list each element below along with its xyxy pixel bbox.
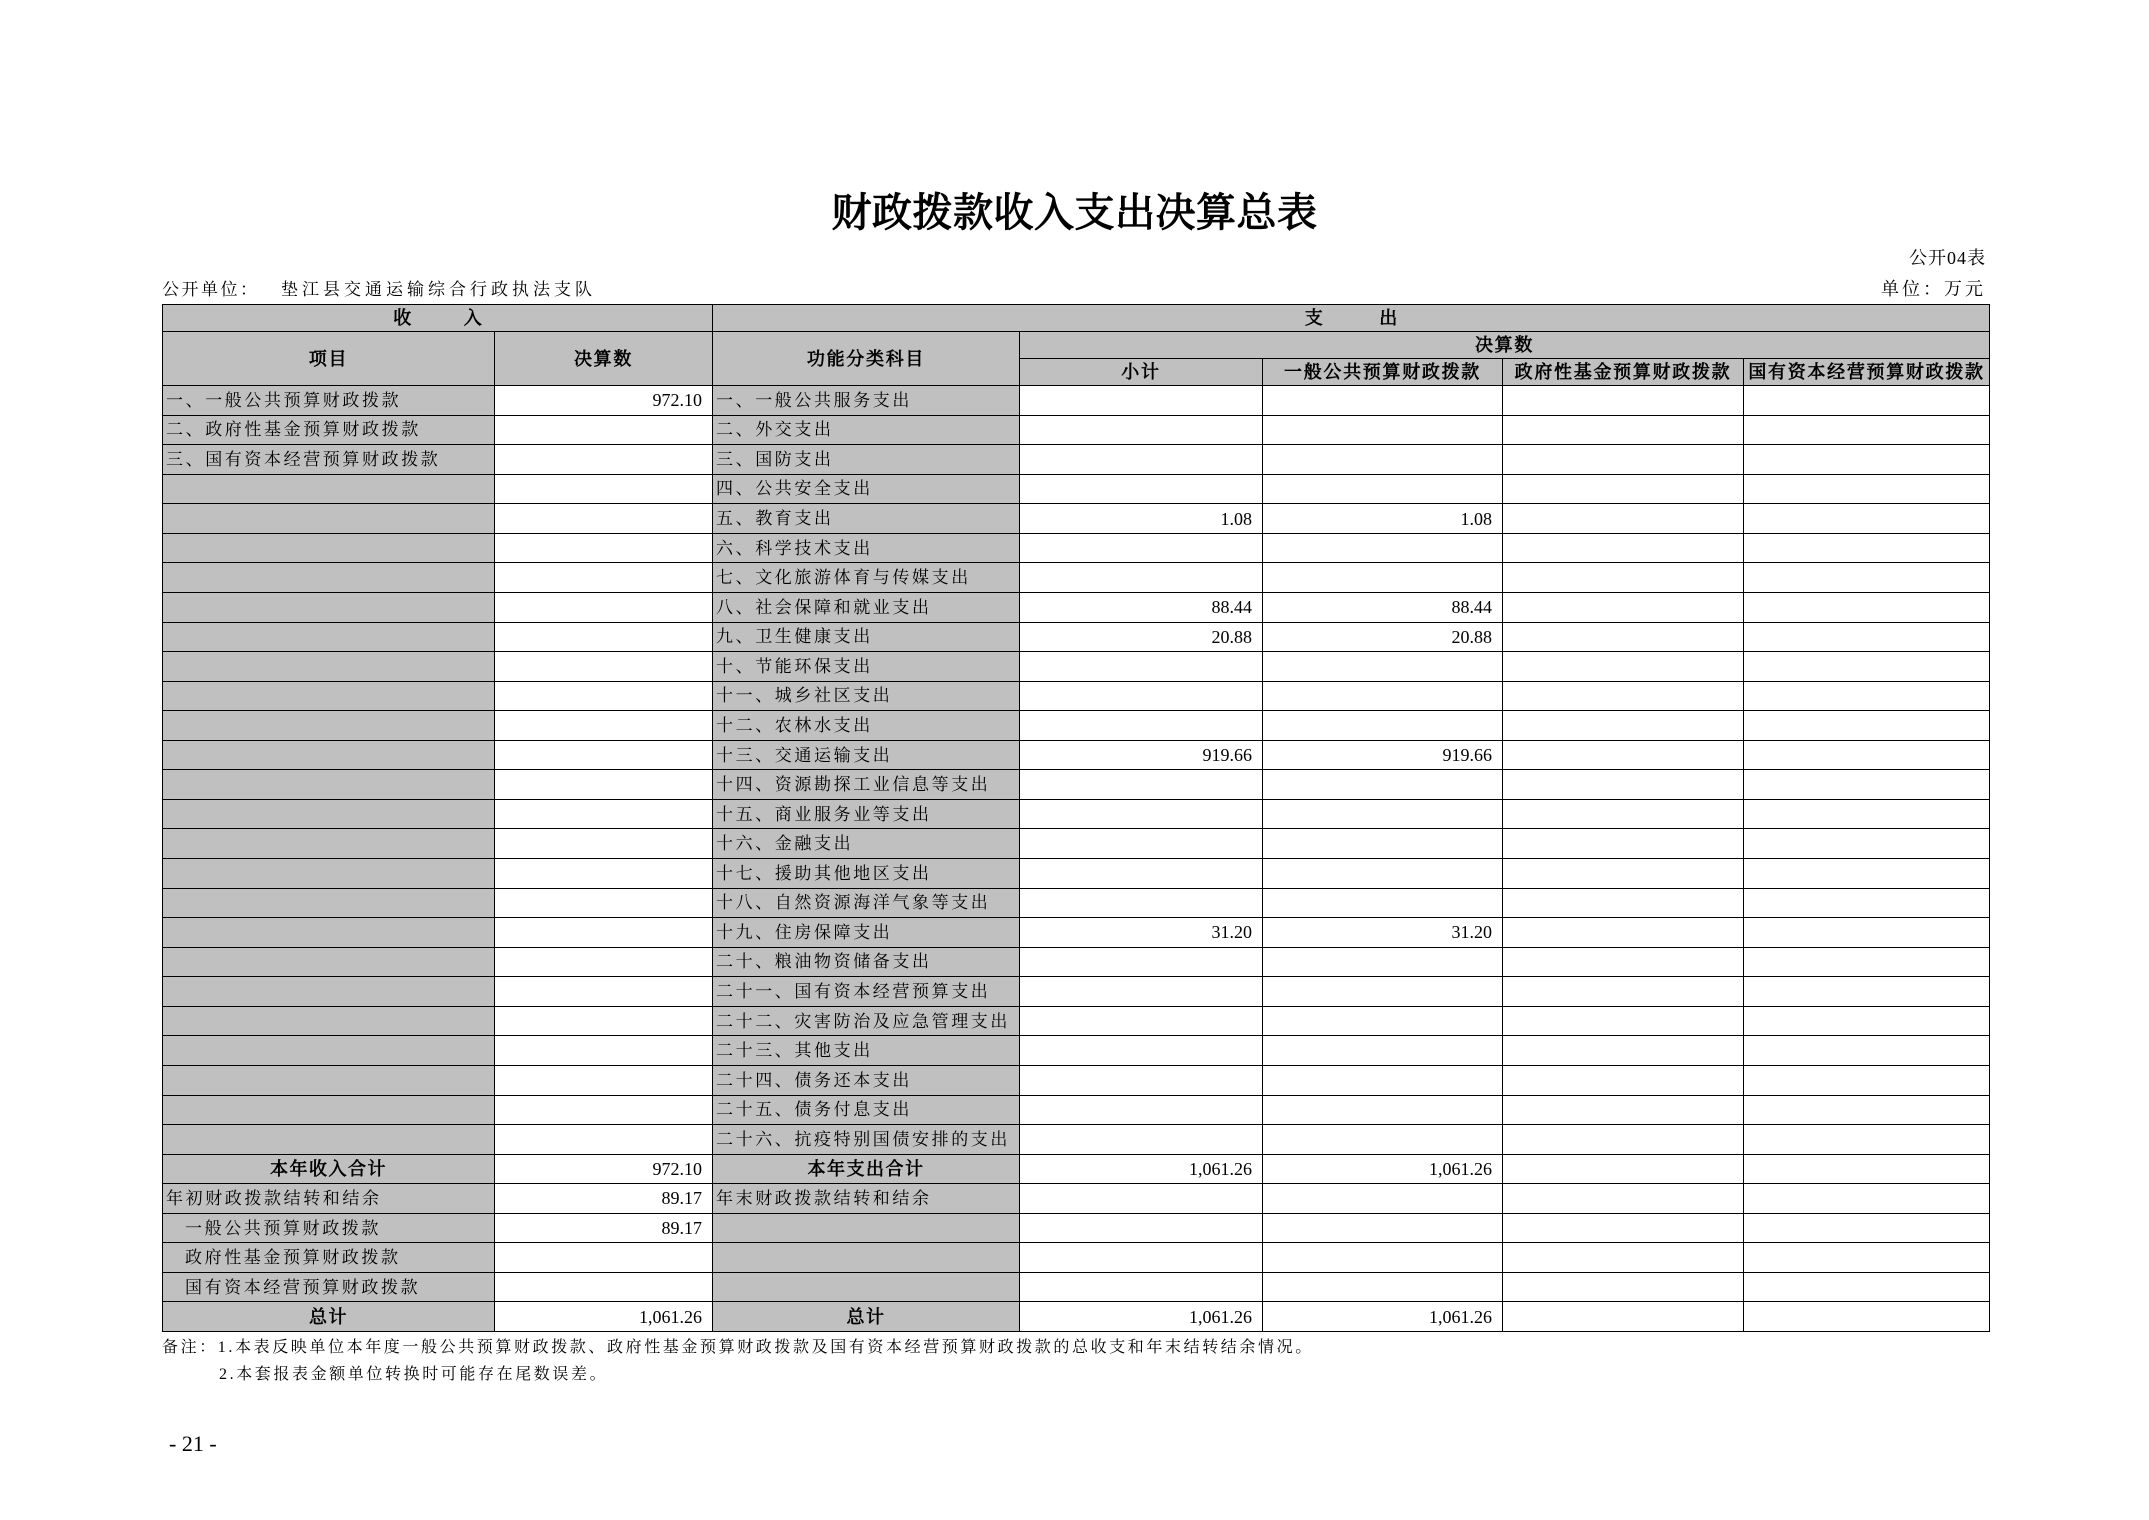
fund-budget-cell bbox=[1503, 918, 1744, 948]
table-row bbox=[163, 1095, 1990, 1125]
expense-item-cell: 二十二、灾害防治及应急管理支出 bbox=[713, 1006, 1020, 1036]
general-budget-cell: 1,061.26 bbox=[1263, 1302, 1503, 1332]
income-amount-cell: 89.17 bbox=[495, 1184, 713, 1214]
state-capital-cell bbox=[1744, 1095, 1990, 1125]
table-row bbox=[163, 947, 1990, 977]
final-accounts-table bbox=[162, 304, 1990, 1332]
income-amount-cell bbox=[495, 947, 713, 977]
income-item-cell: 三、国有资本经营预算财政拨款 bbox=[163, 445, 495, 475]
general-budget-cell bbox=[1263, 1184, 1503, 1214]
income-item-cell bbox=[163, 1036, 495, 1066]
header-subtotal: 小计 bbox=[1020, 359, 1263, 386]
expense-item-cell: 二十五、债务付息支出 bbox=[713, 1095, 1020, 1125]
income-item-cell bbox=[163, 533, 495, 563]
income-amount-cell bbox=[495, 504, 713, 534]
income-amount-cell: 972.10 bbox=[495, 386, 713, 416]
subtotal-cell: 919.66 bbox=[1020, 740, 1263, 770]
income-item-cell: 一、一般公共预算财政拨款 bbox=[163, 386, 495, 416]
fund-budget-cell bbox=[1503, 504, 1744, 534]
fund-budget-cell bbox=[1503, 1125, 1744, 1155]
state-capital-cell bbox=[1744, 415, 1990, 445]
fund-budget-cell bbox=[1503, 740, 1744, 770]
state-capital-cell bbox=[1744, 504, 1990, 534]
reporting-unit-name: 垫江县交通运输综合行政执法支队 bbox=[281, 280, 596, 299]
expense-item-cell: 十八、自然资源海洋气象等支出 bbox=[713, 888, 1020, 918]
general-budget-cell bbox=[1263, 563, 1503, 593]
income-amount-cell bbox=[495, 681, 713, 711]
general-budget-cell bbox=[1263, 799, 1503, 829]
income-amount-cell bbox=[495, 829, 713, 859]
subtotal-cell bbox=[1020, 1006, 1263, 1036]
state-capital-cell bbox=[1744, 563, 1990, 593]
income-amount-cell bbox=[495, 859, 713, 889]
state-capital-cell bbox=[1744, 1006, 1990, 1036]
income-item-cell bbox=[163, 770, 495, 800]
state-capital-cell bbox=[1744, 859, 1990, 889]
general-budget-cell bbox=[1263, 1006, 1503, 1036]
fund-budget-cell bbox=[1503, 1213, 1744, 1243]
subtotal-cell: 20.88 bbox=[1020, 622, 1263, 652]
fund-budget-cell bbox=[1503, 563, 1744, 593]
state-capital-cell bbox=[1744, 711, 1990, 741]
state-capital-cell bbox=[1744, 1302, 1990, 1332]
income-amount-cell bbox=[495, 740, 713, 770]
header-income-amount: 决算数 bbox=[495, 332, 713, 386]
general-budget-cell: 88.44 bbox=[1263, 592, 1503, 622]
income-item-cell bbox=[163, 918, 495, 948]
subtotal-cell bbox=[1020, 711, 1263, 741]
fund-budget-cell bbox=[1503, 711, 1744, 741]
subtotal-cell bbox=[1020, 1065, 1263, 1095]
fund-budget-cell bbox=[1503, 977, 1744, 1007]
expense-item-cell: 一、一般公共服务支出 bbox=[713, 386, 1020, 416]
income-item-cell bbox=[163, 504, 495, 534]
state-capital-cell bbox=[1744, 740, 1990, 770]
general-budget-cell bbox=[1263, 533, 1503, 563]
header-row bbox=[163, 305, 1990, 332]
income-item-cell bbox=[163, 1095, 495, 1125]
state-capital-cell bbox=[1744, 770, 1990, 800]
income-amount-cell bbox=[495, 1125, 713, 1155]
expense-item-cell: 本年支出合计 bbox=[713, 1154, 1020, 1184]
income-item-cell: 国有资本经营预算财政拨款 bbox=[163, 1272, 495, 1302]
income-amount-cell bbox=[495, 711, 713, 741]
table-row bbox=[163, 681, 1990, 711]
state-capital-cell bbox=[1744, 681, 1990, 711]
state-capital-cell bbox=[1744, 829, 1990, 859]
income-item-cell bbox=[163, 622, 495, 652]
table-row bbox=[163, 711, 1990, 741]
subtotal-cell: 1.08 bbox=[1020, 504, 1263, 534]
expense-item-cell: 二十六、抗疫特别国债安排的支出 bbox=[713, 1125, 1020, 1155]
income-item-cell: 本年收入合计 bbox=[163, 1154, 495, 1184]
state-capital-cell bbox=[1744, 1036, 1990, 1066]
subtotal-cell bbox=[1020, 1243, 1263, 1273]
income-amount-cell bbox=[495, 1272, 713, 1302]
general-budget-cell bbox=[1263, 977, 1503, 1007]
header-final-amount-group: 决算数 bbox=[1020, 332, 1990, 359]
subtotal-cell bbox=[1020, 829, 1263, 859]
subtotal-cell bbox=[1020, 445, 1263, 475]
general-budget-cell: 20.88 bbox=[1263, 622, 1503, 652]
income-amount-cell: 1,061.26 bbox=[495, 1302, 713, 1332]
subtotal-cell bbox=[1020, 681, 1263, 711]
income-amount-cell bbox=[495, 622, 713, 652]
table-row bbox=[163, 1036, 1990, 1066]
state-capital-cell bbox=[1744, 1213, 1990, 1243]
subtotal-cell bbox=[1020, 1184, 1263, 1214]
fund-budget-cell bbox=[1503, 1302, 1744, 1332]
income-amount-cell bbox=[495, 1006, 713, 1036]
income-item-cell: 总计 bbox=[163, 1302, 495, 1332]
income-amount-cell: 972.10 bbox=[495, 1154, 713, 1184]
income-item-cell bbox=[163, 977, 495, 1007]
subtotal-cell bbox=[1020, 859, 1263, 889]
fund-budget-cell bbox=[1503, 859, 1744, 889]
general-budget-cell bbox=[1263, 1036, 1503, 1066]
expense-item-cell: 十九、住房保障支出 bbox=[713, 918, 1020, 948]
subtotal-cell bbox=[1020, 652, 1263, 682]
expense-item-cell: 三、国防支出 bbox=[713, 445, 1020, 475]
fund-budget-cell bbox=[1503, 415, 1744, 445]
general-budget-cell bbox=[1263, 445, 1503, 475]
expense-item-cell: 七、文化旅游体育与传媒支出 bbox=[713, 563, 1020, 593]
expense-item-cell bbox=[713, 1243, 1020, 1273]
expense-item-cell: 十二、农林水支出 bbox=[713, 711, 1020, 741]
income-amount-cell bbox=[495, 918, 713, 948]
header-function-category: 功能分类科目 bbox=[713, 332, 1020, 386]
expense-item-cell: 十一、城乡社区支出 bbox=[713, 681, 1020, 711]
table-row bbox=[163, 474, 1990, 504]
state-capital-cell bbox=[1744, 1184, 1990, 1214]
subtotal-cell bbox=[1020, 533, 1263, 563]
expense-item-cell: 六、科学技术支出 bbox=[713, 533, 1020, 563]
subtotal-cell bbox=[1020, 1272, 1263, 1302]
general-budget-cell bbox=[1263, 711, 1503, 741]
fund-budget-cell bbox=[1503, 1154, 1744, 1184]
fund-budget-cell bbox=[1503, 1272, 1744, 1302]
expense-item-cell: 十六、金融支出 bbox=[713, 829, 1020, 859]
general-budget-cell bbox=[1263, 386, 1503, 416]
fund-budget-cell bbox=[1503, 386, 1744, 416]
income-item-cell bbox=[163, 947, 495, 977]
income-item-cell bbox=[163, 1065, 495, 1095]
income-amount-cell bbox=[495, 415, 713, 445]
income-item-cell: 年初财政拨款结转和结余 bbox=[163, 1184, 495, 1214]
header-item: 项目 bbox=[163, 332, 495, 386]
general-budget-cell bbox=[1263, 1125, 1503, 1155]
state-capital-cell bbox=[1744, 918, 1990, 948]
expense-item-cell: 二、外交支出 bbox=[713, 415, 1020, 445]
fund-budget-cell bbox=[1503, 681, 1744, 711]
subtotal-cell: 1,061.26 bbox=[1020, 1154, 1263, 1184]
header-row bbox=[163, 332, 1990, 359]
expense-item-cell: 四、公共安全支出 bbox=[713, 474, 1020, 504]
general-budget-cell bbox=[1263, 652, 1503, 682]
fund-budget-cell bbox=[1503, 947, 1744, 977]
form-number: 公开04表 bbox=[1909, 248, 1986, 268]
table-row bbox=[163, 740, 1990, 770]
table-row bbox=[163, 888, 1990, 918]
fund-budget-cell bbox=[1503, 1065, 1744, 1095]
state-capital-cell bbox=[1744, 1125, 1990, 1155]
expense-item-cell: 五、教育支出 bbox=[713, 504, 1020, 534]
fund-budget-cell bbox=[1503, 829, 1744, 859]
state-capital-cell bbox=[1744, 799, 1990, 829]
expense-item-cell: 二十、粮油物资储备支出 bbox=[713, 947, 1020, 977]
subtotal-cell bbox=[1020, 1125, 1263, 1155]
fund-budget-cell bbox=[1503, 1095, 1744, 1125]
note-line: 2.本套报表金额单位转换时可能存在尾数误差。 bbox=[219, 1366, 609, 1383]
general-budget-cell: 31.20 bbox=[1263, 918, 1503, 948]
state-capital-cell bbox=[1744, 386, 1990, 416]
subtotal-cell: 31.20 bbox=[1020, 918, 1263, 948]
table-row bbox=[163, 799, 1990, 829]
income-amount-cell bbox=[495, 1065, 713, 1095]
table-row bbox=[163, 977, 1990, 1007]
income-amount-cell bbox=[495, 592, 713, 622]
note-line: 备注：1.本表反映单位本年度一般公共预算财政拨款、政府性基金预算财政拨款及国有资本经营预算财政拨款的总收支和年末结转结余情况。 bbox=[162, 1339, 1314, 1356]
fund-budget-cell bbox=[1503, 770, 1744, 800]
table-row bbox=[163, 533, 1990, 563]
general-budget-cell bbox=[1263, 947, 1503, 977]
summary-row bbox=[163, 1154, 1990, 1184]
general-budget-cell: 1,061.26 bbox=[1263, 1154, 1503, 1184]
expense-item-cell bbox=[713, 1213, 1020, 1243]
income-amount-cell bbox=[495, 652, 713, 682]
fund-budget-cell bbox=[1503, 1243, 1744, 1273]
table-row bbox=[163, 1065, 1990, 1095]
income-amount-cell bbox=[495, 1243, 713, 1273]
general-budget-cell: 1.08 bbox=[1263, 504, 1503, 534]
fund-budget-cell bbox=[1503, 1184, 1744, 1214]
income-amount-cell bbox=[495, 977, 713, 1007]
general-budget-cell bbox=[1263, 1095, 1503, 1125]
general-budget-cell bbox=[1263, 474, 1503, 504]
subtotal-cell bbox=[1020, 563, 1263, 593]
table-row bbox=[163, 592, 1990, 622]
income-item-cell bbox=[163, 799, 495, 829]
header-fund-budget: 政府性基金预算财政拨款 bbox=[1503, 359, 1744, 386]
income-item-cell bbox=[163, 592, 495, 622]
fund-budget-cell bbox=[1503, 799, 1744, 829]
general-budget-cell bbox=[1263, 415, 1503, 445]
state-capital-cell bbox=[1744, 622, 1990, 652]
expense-item-cell bbox=[713, 1272, 1020, 1302]
subtotal-cell bbox=[1020, 1213, 1263, 1243]
income-amount-cell bbox=[495, 799, 713, 829]
income-amount-cell bbox=[495, 770, 713, 800]
page-number: - 21 - bbox=[169, 1431, 217, 1456]
general-budget-cell: 919.66 bbox=[1263, 740, 1503, 770]
table-row bbox=[163, 829, 1990, 859]
table-row bbox=[163, 652, 1990, 682]
state-capital-cell bbox=[1744, 1154, 1990, 1184]
expense-item-cell: 二十三、其他支出 bbox=[713, 1036, 1020, 1066]
fund-budget-cell bbox=[1503, 652, 1744, 682]
income-amount-cell bbox=[495, 1036, 713, 1066]
income-amount-cell: 89.17 bbox=[495, 1213, 713, 1243]
income-item-cell bbox=[163, 711, 495, 741]
income-item-cell: 政府性基金预算财政拨款 bbox=[163, 1243, 495, 1273]
state-capital-cell bbox=[1744, 888, 1990, 918]
income-amount-cell bbox=[495, 533, 713, 563]
general-budget-cell bbox=[1263, 859, 1503, 889]
state-capital-cell bbox=[1744, 1243, 1990, 1273]
income-amount-cell bbox=[495, 1095, 713, 1125]
income-item-cell bbox=[163, 474, 495, 504]
income-item-cell bbox=[163, 563, 495, 593]
income-item-cell bbox=[163, 888, 495, 918]
income-amount-cell bbox=[495, 563, 713, 593]
state-capital-cell bbox=[1744, 977, 1990, 1007]
table-row bbox=[163, 622, 1990, 652]
subtotal-cell bbox=[1020, 1095, 1263, 1125]
general-budget-cell bbox=[1263, 1213, 1503, 1243]
subtotal-cell bbox=[1020, 415, 1263, 445]
fund-budget-cell bbox=[1503, 1006, 1744, 1036]
table-row bbox=[163, 386, 1990, 416]
state-capital-cell bbox=[1744, 474, 1990, 504]
fund-budget-cell bbox=[1503, 592, 1744, 622]
table-body bbox=[163, 386, 1990, 1332]
income-item-cell bbox=[163, 740, 495, 770]
header-expense-group: 支 出 bbox=[713, 305, 1990, 332]
state-capital-cell bbox=[1744, 1272, 1990, 1302]
expense-item-cell: 十四、资源勘探工业信息等支出 bbox=[713, 770, 1020, 800]
table-row bbox=[163, 1125, 1990, 1155]
fund-budget-cell bbox=[1503, 622, 1744, 652]
expense-item-cell: 二十四、债务还本支出 bbox=[713, 1065, 1020, 1095]
subtotal-cell: 88.44 bbox=[1020, 592, 1263, 622]
expense-item-cell: 年末财政拨款结转和结余 bbox=[713, 1184, 1020, 1214]
header-general-budget: 一般公共预算财政拨款 bbox=[1263, 359, 1503, 386]
expense-item-cell: 总计 bbox=[713, 1302, 1020, 1332]
fund-budget-cell bbox=[1503, 888, 1744, 918]
expense-item-cell: 九、卫生健康支出 bbox=[713, 622, 1020, 652]
fund-budget-cell bbox=[1503, 445, 1744, 475]
general-budget-cell bbox=[1263, 770, 1503, 800]
table-row bbox=[163, 415, 1990, 445]
state-capital-cell bbox=[1744, 652, 1990, 682]
summary-row bbox=[163, 1272, 1990, 1302]
income-item-cell bbox=[163, 652, 495, 682]
fund-budget-cell bbox=[1503, 1036, 1744, 1066]
general-budget-cell bbox=[1263, 681, 1503, 711]
expense-item-cell: 八、社会保障和就业支出 bbox=[713, 592, 1020, 622]
general-budget-cell bbox=[1263, 1065, 1503, 1095]
income-amount-cell bbox=[495, 474, 713, 504]
summary-row bbox=[163, 1302, 1990, 1332]
state-capital-cell bbox=[1744, 533, 1990, 563]
general-budget-cell bbox=[1263, 1272, 1503, 1302]
summary-row bbox=[163, 1243, 1990, 1273]
header-income-group: 收 入 bbox=[163, 305, 713, 332]
expense-item-cell: 十三、交通运输支出 bbox=[713, 740, 1020, 770]
state-capital-cell bbox=[1744, 947, 1990, 977]
table-row bbox=[163, 445, 1990, 475]
expense-item-cell: 十七、援助其他地区支出 bbox=[713, 859, 1020, 889]
subtotal-cell bbox=[1020, 1036, 1263, 1066]
table-row bbox=[163, 859, 1990, 889]
state-capital-cell bbox=[1744, 1065, 1990, 1095]
subtotal-cell bbox=[1020, 947, 1263, 977]
general-budget-cell bbox=[1263, 1243, 1503, 1273]
table-row bbox=[163, 504, 1990, 534]
table-row bbox=[163, 770, 1990, 800]
income-item-cell: 二、政府性基金预算财政拨款 bbox=[163, 415, 495, 445]
subtotal-cell bbox=[1020, 474, 1263, 504]
income-amount-cell bbox=[495, 888, 713, 918]
income-item-cell bbox=[163, 859, 495, 889]
subtotal-cell bbox=[1020, 977, 1263, 1007]
general-budget-cell bbox=[1263, 829, 1503, 859]
income-amount-cell bbox=[495, 445, 713, 475]
income-item-cell bbox=[163, 1006, 495, 1036]
table-row bbox=[163, 1006, 1990, 1036]
subtotal-cell bbox=[1020, 386, 1263, 416]
currency-unit: 单位：万元 bbox=[1881, 279, 1986, 299]
subtotal-cell bbox=[1020, 770, 1263, 800]
summary-row bbox=[163, 1213, 1990, 1243]
table-row bbox=[163, 563, 1990, 593]
state-capital-cell bbox=[1744, 592, 1990, 622]
reporting-unit-label: 公开单位： bbox=[162, 280, 260, 299]
expense-item-cell: 十五、商业服务业等支出 bbox=[713, 799, 1020, 829]
state-capital-cell bbox=[1744, 445, 1990, 475]
subtotal-cell bbox=[1020, 888, 1263, 918]
general-budget-cell bbox=[1263, 888, 1503, 918]
subtotal-cell bbox=[1020, 799, 1263, 829]
income-item-cell bbox=[163, 829, 495, 859]
expense-item-cell: 十、节能环保支出 bbox=[713, 652, 1020, 682]
subtotal-cell: 1,061.26 bbox=[1020, 1302, 1263, 1332]
table-header bbox=[163, 305, 1990, 386]
income-item-cell bbox=[163, 681, 495, 711]
header-state-capital: 国有资本经营预算财政拨款 bbox=[1744, 359, 1990, 386]
income-item-cell bbox=[163, 1125, 495, 1155]
expense-item-cell: 二十一、国有资本经营预算支出 bbox=[713, 977, 1020, 1007]
summary-row bbox=[163, 1184, 1990, 1214]
fund-budget-cell bbox=[1503, 533, 1744, 563]
table-row bbox=[163, 918, 1990, 948]
page-title: 财政拨款收入支出决算总表 bbox=[831, 190, 1318, 235]
fund-budget-cell bbox=[1503, 474, 1744, 504]
income-item-cell: 一般公共预算财政拨款 bbox=[163, 1213, 495, 1243]
